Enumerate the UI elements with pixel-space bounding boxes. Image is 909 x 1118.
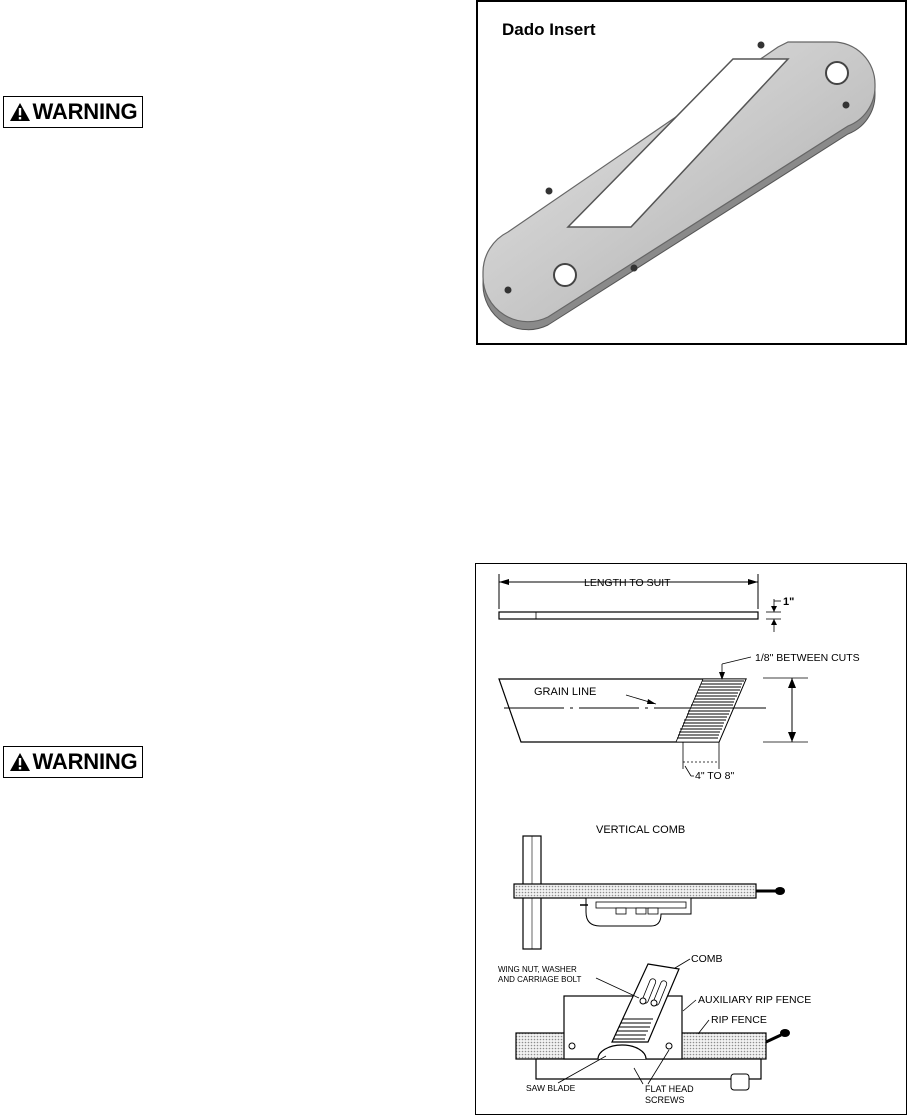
screw-icon	[631, 265, 638, 272]
warning-triangle-icon	[9, 102, 31, 122]
aux-fence-label: AUXILIARY RIP FENCE	[698, 994, 812, 1006]
mounting-hole	[554, 264, 576, 286]
rip-fence-label: RIP FENCE	[711, 1014, 767, 1026]
warning-text: WARNING	[32, 99, 138, 124]
featherboard-cuts-view	[499, 652, 860, 782]
length-label: LENGTH TO SUIT	[584, 577, 671, 589]
vertical-comb-label: VERTICAL COMB	[596, 824, 686, 836]
thickness-label: 1"	[783, 596, 795, 608]
warning-text: WARNING	[32, 749, 138, 774]
flat-head-label-2: SCREWS	[645, 1095, 685, 1105]
cut-length-label: 4" TO 8"	[695, 770, 735, 782]
warning-label	[3, 96, 143, 128]
insert-plate	[483, 42, 875, 322]
mounting-hole	[826, 62, 848, 84]
warning-label	[3, 746, 143, 778]
dado-insert-illustration	[478, 2, 905, 343]
featherboard-diagram	[475, 563, 907, 1115]
screw-icon	[505, 287, 512, 294]
screw-icon	[843, 102, 850, 109]
grain-label: GRAIN LINE	[534, 686, 597, 698]
wing-nut-label-1: WING NUT, WASHER	[498, 965, 577, 974]
comb-label: COMB	[691, 953, 723, 965]
screw-icon	[546, 188, 553, 195]
comb-assembly-view	[498, 953, 811, 1105]
cuts-spacing-label: 1/8" BETWEEN CUTS	[755, 652, 860, 664]
wing-nut-label-2: AND CARRIAGE BOLT	[498, 975, 582, 984]
saw-blade-label: SAW BLADE	[526, 1083, 576, 1093]
flat-head-label-1: FLAT HEAD	[645, 1084, 694, 1094]
board-top-view	[499, 574, 794, 632]
dado-insert-figure	[476, 0, 907, 345]
warning-triangle-icon	[9, 752, 31, 772]
featherboard-illustration	[476, 564, 905, 1113]
vertical-comb-view	[514, 824, 785, 949]
screw-icon	[758, 42, 765, 49]
photo-caption: Dado Insert	[502, 20, 596, 39]
